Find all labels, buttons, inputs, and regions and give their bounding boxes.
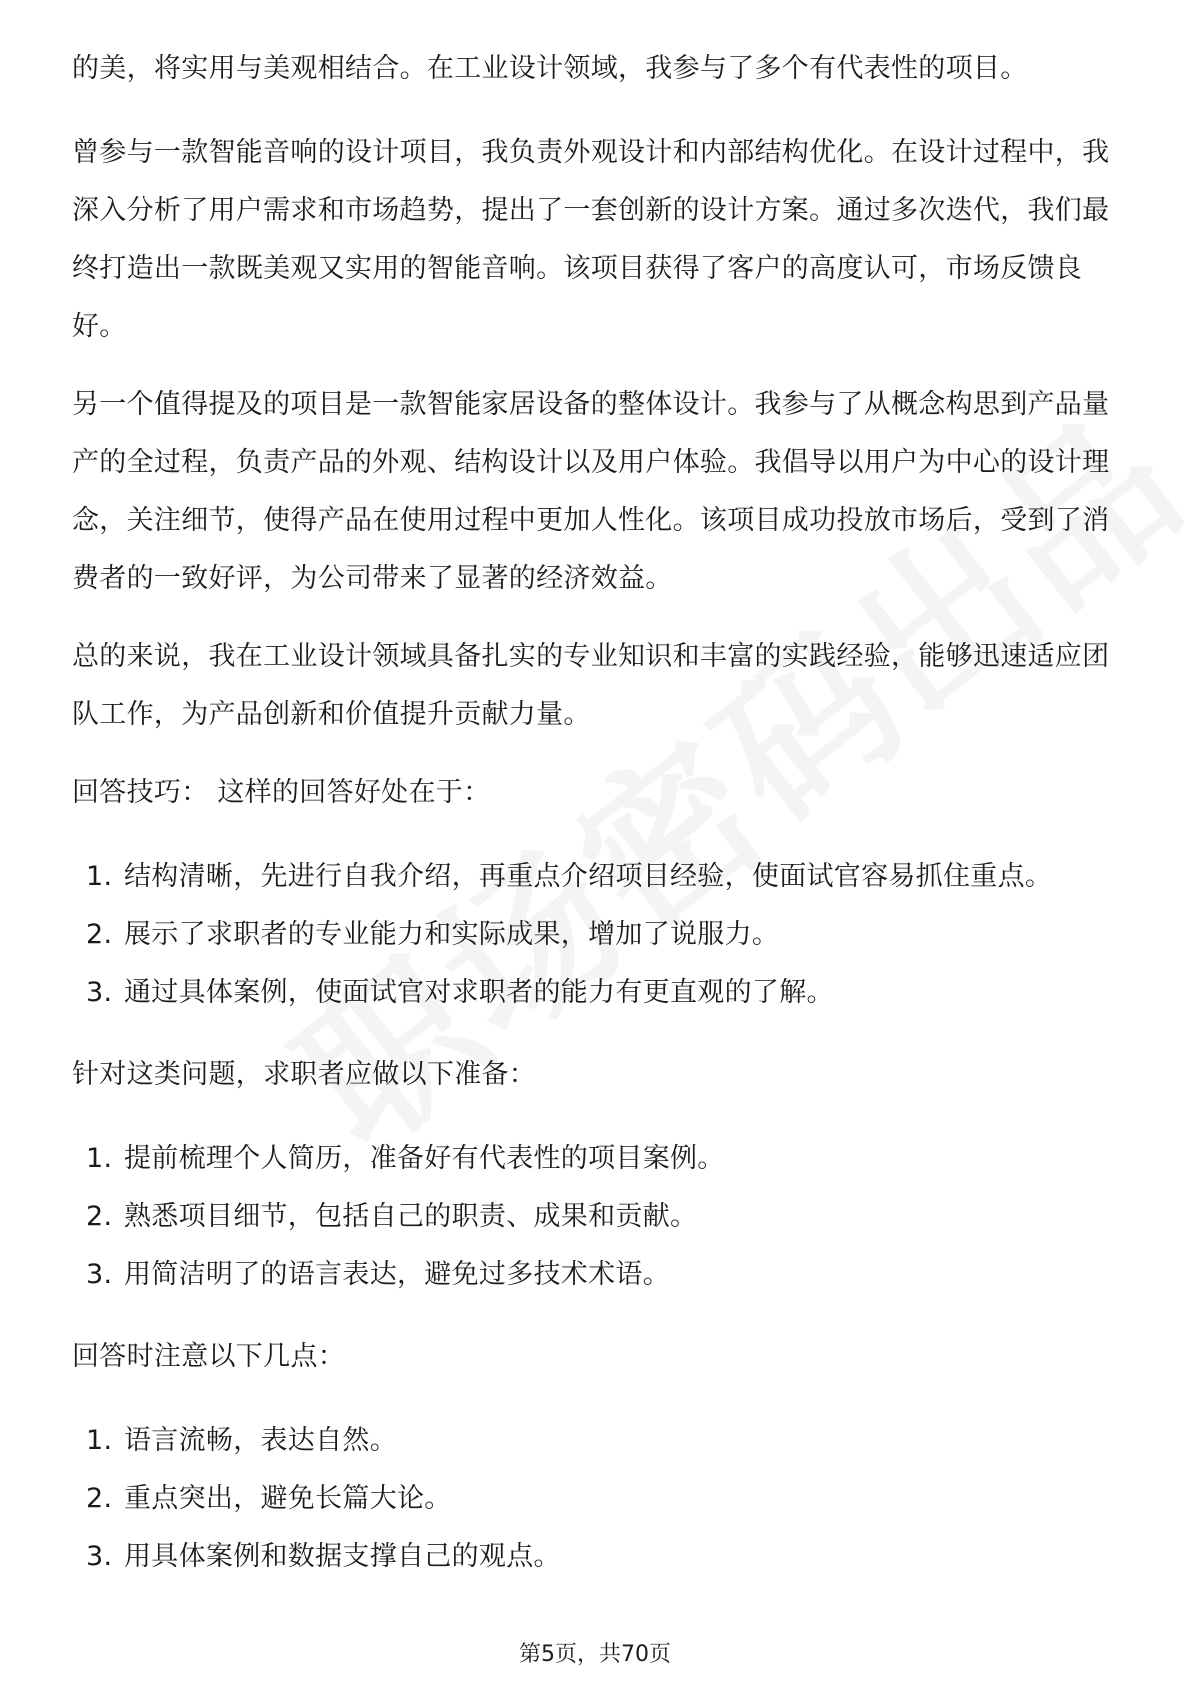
list-number: 3.	[86, 977, 113, 1008]
list-item	[72, 1188, 1118, 1246]
prep-list	[72, 1130, 1118, 1304]
list-text: 用具体案例和数据支撑自己的观点。	[124, 1541, 561, 1572]
list-number: 3.	[86, 1541, 113, 1572]
list-item	[72, 1528, 1118, 1586]
paragraph-summary: 总的来说，我在工业设计领域具备扎实的专业知识和丰富的实践经验，能够迅速适应团队工作，为产品创新和价值提升贡献力量。	[72, 641, 1110, 730]
list-item	[72, 1412, 1118, 1470]
page-number-footer: 第5页，共70页	[519, 1642, 671, 1667]
notes-list	[72, 1412, 1118, 1586]
list-item	[72, 848, 1118, 906]
list-number: 2.	[86, 919, 113, 950]
list-number: 1.	[86, 861, 113, 892]
page-content	[72, 40, 1118, 1610]
paragraph-project-smart-home: 另一个值得提及的项目是一款智能家居设备的整体设计。我参与了从概念构思到产品量产的全过程，负责产品的外观、结构设计以及用户体验。我倡导以用户为中心的设计理念，关注细节，使得产品在使用过程中更加人性化。该项目成功投放市场后，受到了消费者的一致好评，为公司带来了显著的经济效益。	[72, 389, 1110, 594]
list-number: 1.	[86, 1425, 113, 1456]
list-text: 结构清晰，先进行自我介绍，再重点介绍项目经验，使面试官容易抓住重点。	[124, 861, 1053, 892]
list-text: 语言流畅，表达自然。	[124, 1425, 397, 1456]
list-item	[72, 1246, 1118, 1304]
list-number: 2.	[86, 1483, 113, 1514]
list-text: 提前梳理个人简历，准备好有代表性的项目案例。	[124, 1143, 725, 1174]
list-text: 通过具体案例，使面试官对求职者的能力有更直观的了解。	[124, 977, 834, 1008]
paragraph-intro-end: 的美，将实用与美观相结合。在工业设计领域，我参与了多个有代表性的项目。	[72, 53, 1028, 84]
list-text: 展示了求职者的专业能力和实际成果，增加了说服力。	[124, 919, 780, 950]
list-item	[72, 1470, 1118, 1528]
list-number: 2.	[86, 1201, 113, 1232]
list-text: 熟悉项目细节，包括自己的职责、成果和贡献。	[124, 1201, 698, 1232]
list-number: 3.	[86, 1259, 113, 1290]
paragraph-project-speaker: 曾参与一款智能音响的设计项目，我负责外观设计和内部结构优化。在设计过程中，我深入分析了用户需求和市场趋势，提出了一套创新的设计方案。通过多次迭代，我们最终打造出一款既美观又实用的智能音响。该项目获得了客户的高度认可，市场反馈良好。	[72, 137, 1110, 342]
notes-heading: 回答时注意以下几点：	[72, 1341, 345, 1372]
list-text: 重点突出，避免长篇大论。	[124, 1483, 452, 1514]
list-item	[72, 1130, 1118, 1188]
tips-list	[72, 848, 1118, 1022]
list-item	[72, 964, 1118, 1022]
list-number: 1.	[86, 1143, 113, 1174]
prep-heading: 针对这类问题，求职者应做以下准备：	[72, 1059, 537, 1090]
list-text: 用简洁明了的语言表达，避免过多技术术语。	[124, 1259, 670, 1290]
tips-heading: 回答技巧： 这样的回答好处在于：	[72, 777, 491, 808]
list-item	[72, 906, 1118, 964]
